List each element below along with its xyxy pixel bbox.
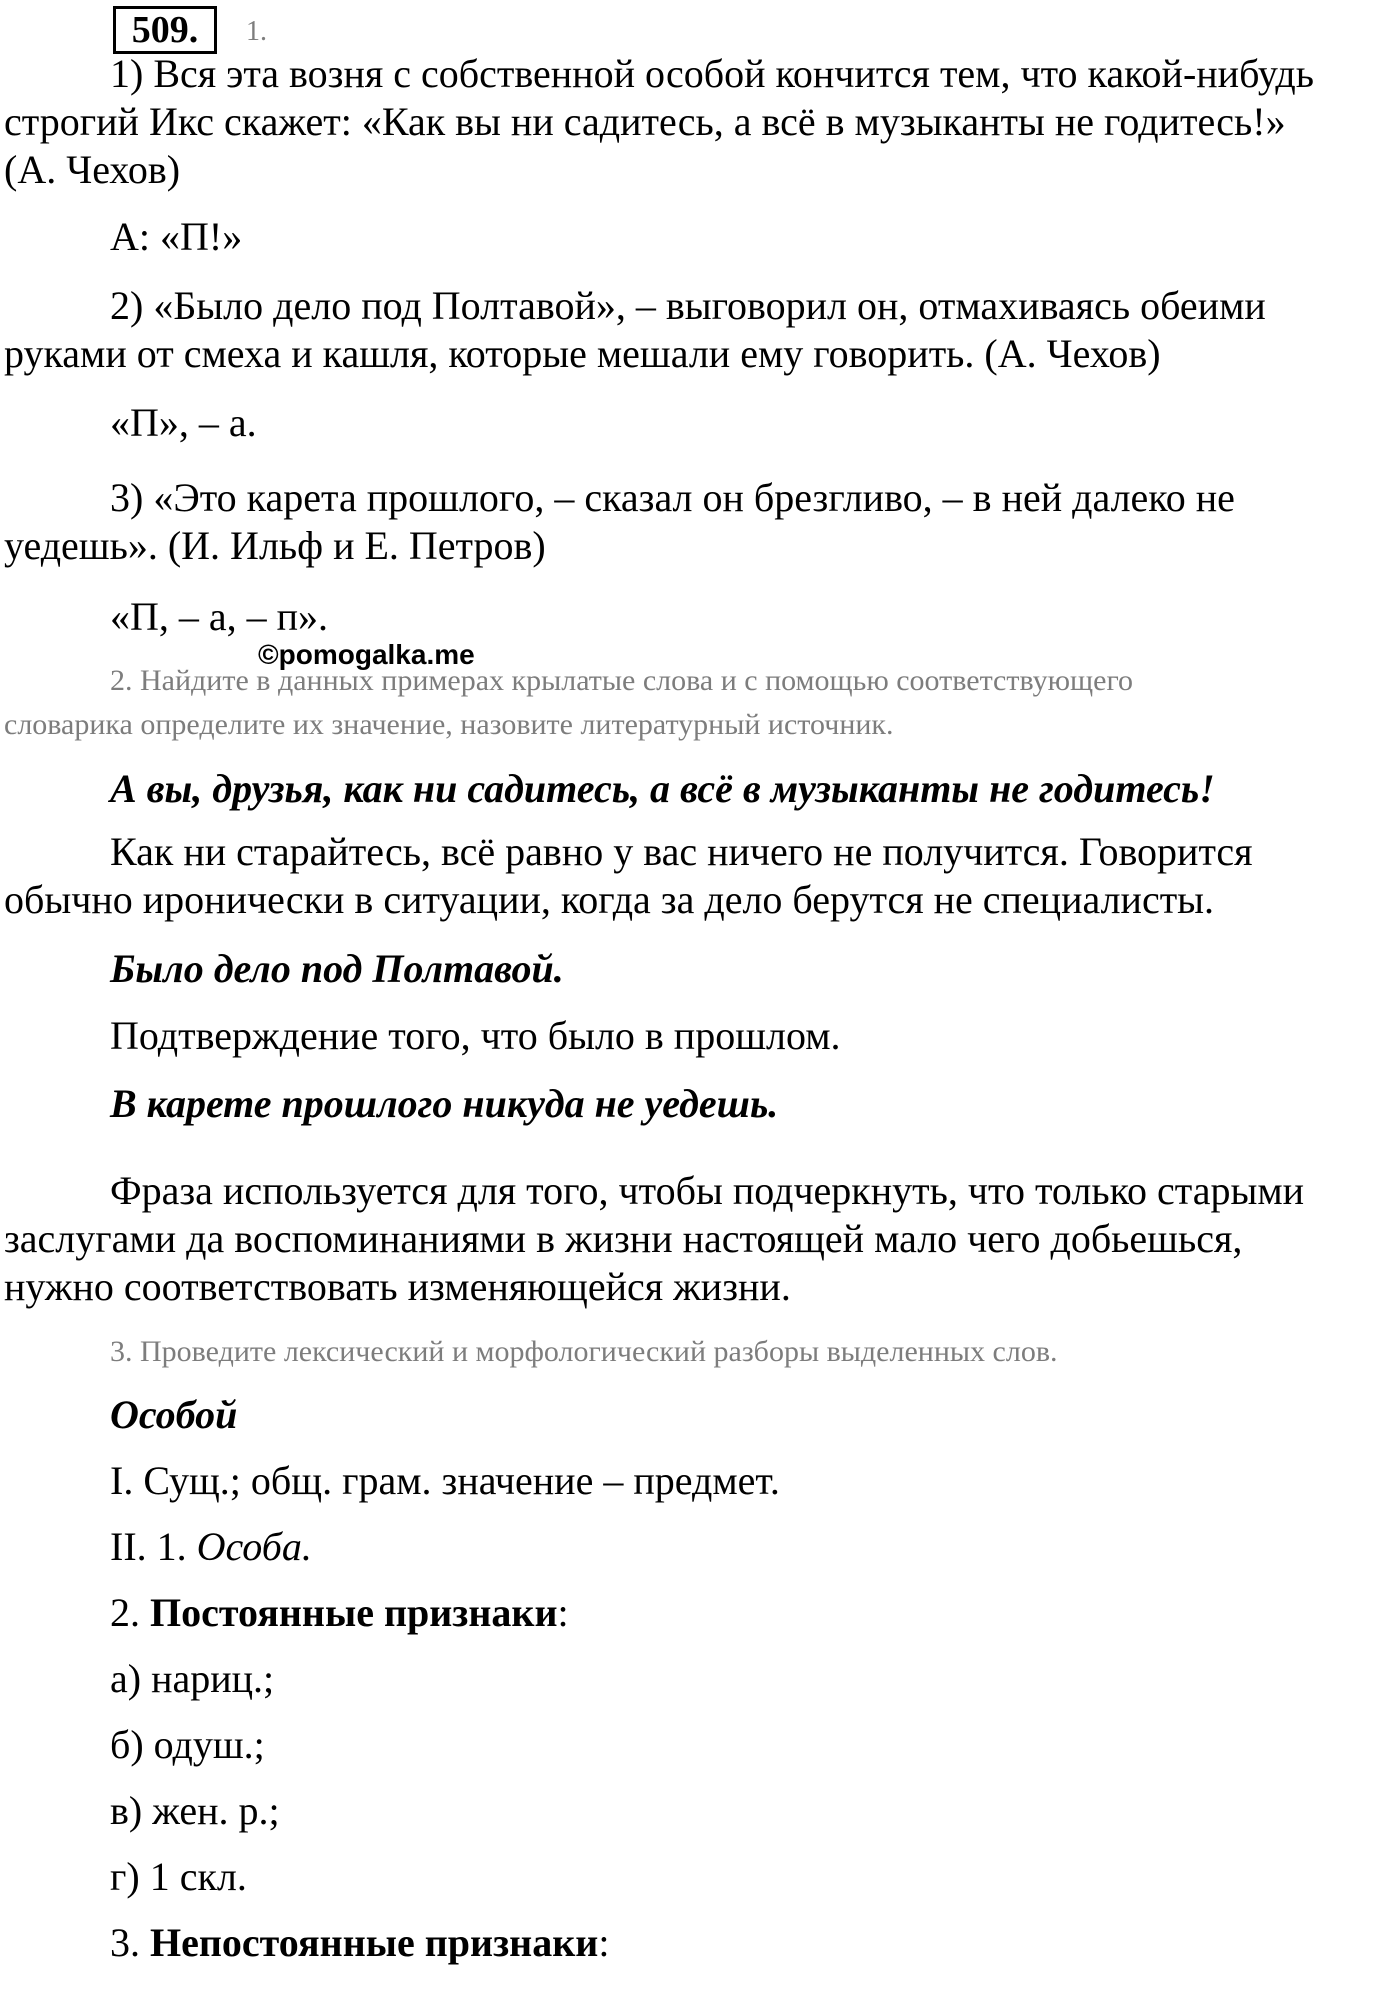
task-2-prompt-line-1: 2. Найдите в данных примерах крылатые слова и с помощью соответствующего [110,664,1134,697]
watermark: ©pomogalka.me [258,639,475,670]
catchphrase-3: В карете прошлого никуда не уедешь. [110,1081,779,1126]
meaning-2: Подтверждение того, что было в прошлом. [110,1013,841,1058]
meaning-3-line-3: нужно соответствовать изменяющейся жизни. [4,1264,791,1309]
example-3-line-2: уедешь». (И. Ильф и Е. Петров) [4,523,546,568]
example-1-scheme: А: «П!» [110,214,243,259]
task-3-prompt: 3. Проведите лексический и морфологический разборы выделенных слов. [110,1335,1058,1368]
example-1-line-1: 1) Вся эта возня с собственной особой кончится тем, что какой-нибудь [110,51,1314,96]
constant-features-number: 2. [110,1590,150,1635]
catchphrase-1: А вы, друзья, как ни садитесь, а всё в музыканты не годитесь! [110,766,1215,811]
example-3-scheme: «П, – а, – п». [110,594,329,639]
example-2-line-1: 2) «Было дело под Полтавой», – выговорил он, отмахиваясь обеими [110,283,1266,328]
variable-features-heading [110,1919,609,1967]
parse-part-2 [110,1523,312,1571]
parsed-word: Особой [110,1392,238,1437]
feature-d: г) 1 скл. [110,1854,247,1899]
constant-features-colon: : [557,1590,569,1635]
feature-c: в) жен. р.; [110,1788,280,1833]
initial-form: Особа. [196,1524,312,1569]
feature-a: а) нариц.; [110,1656,275,1701]
task-2-prompt-line-2: словарика определите их значение, назовите литературный источник. [4,708,894,741]
example-1-line-2: строгий Икс скажет: «Как вы ни садитесь, а всё в музыканты не годитесь!» [4,99,1286,144]
meaning-1-line-1: Как ни старайтесь, всё равно у вас ничего не получится. Говорится [110,829,1253,874]
meaning-3-line-1: Фраза используется для того, чтобы подчеркнуть, что только старыми [110,1168,1305,1213]
example-3-line-1: 3) «Это карета прошлого, – сказал он брезгливо, – в ней далеко не [110,475,1235,520]
meaning-1-line-2: обычно иронически в ситуации, когда за дело берутся не специалисты. [4,877,1215,922]
variable-features-colon: : [598,1920,610,1965]
parse-part-1: I. Сущ.; общ. грам. значение – предмет. [110,1458,780,1503]
variable-features-label: Непостоянные признаки [150,1920,599,1965]
example-2-line-2: руками от смеха и кашля, которые мешали ему говорить. (А. Чехов) [4,331,1161,376]
subtask-number: 1. [246,16,267,47]
catchphrase-2: Было дело под Полтавой. [110,946,564,991]
constant-features-heading [110,1589,569,1637]
variable-features-number: 3. [110,1920,150,1965]
example-1-line-3: (А. Чехов) [4,147,181,192]
example-2-scheme: «П», – а. [110,400,257,445]
feature-b: б) одуш.; [110,1722,265,1767]
parse-part-2-prefix: II. 1. [110,1524,197,1569]
exercise-number-box: 509. [113,6,217,54]
meaning-3-line-2: заслугами да воспоминаниями в жизни настоящей мало чего добьешься, [4,1216,1243,1261]
constant-features-label: Постоянные признаки [150,1590,558,1635]
